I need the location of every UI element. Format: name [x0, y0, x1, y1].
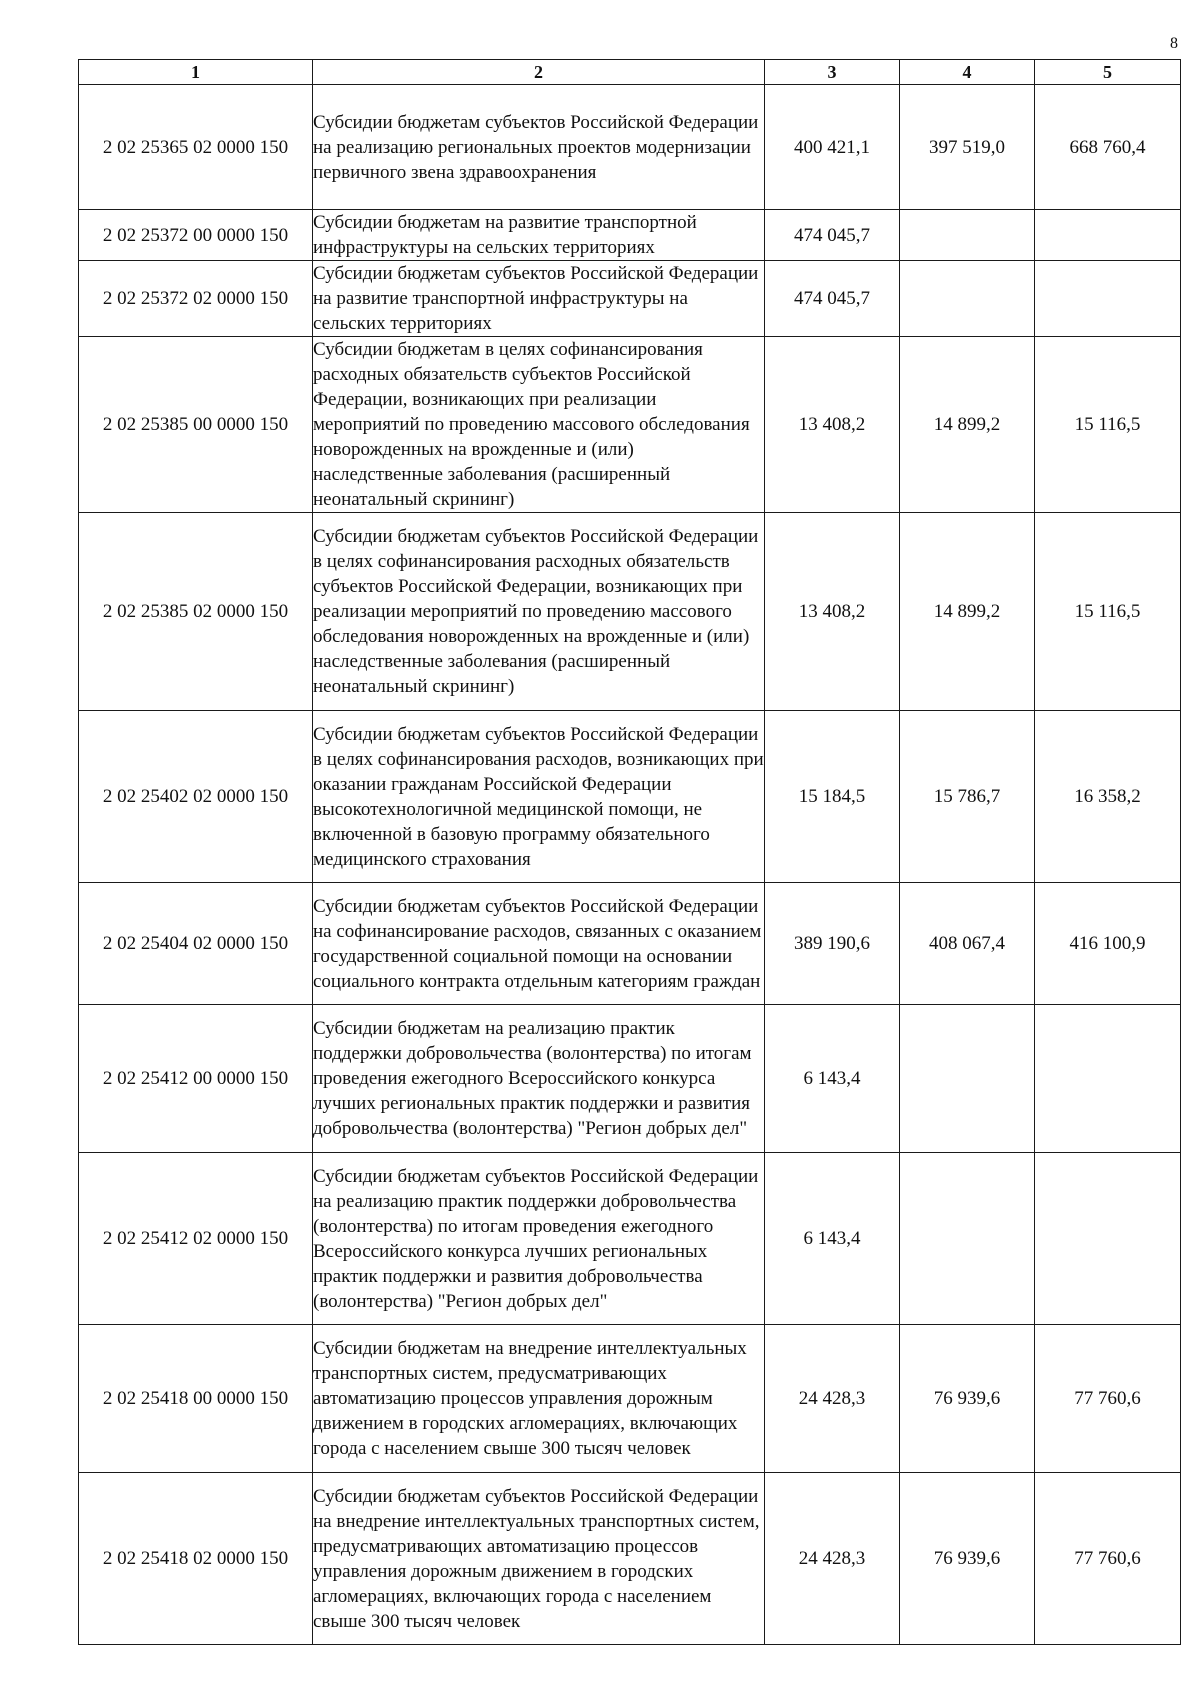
row-description: Субсидии бюджетам на реализацию практик поддержки добровольчества (волонтерства) по итогам проведения ежегодного Всероссийского конкурса лучших региональных практик поддержки и развития добровольчества (волонтерства) "Регион добрых дел" [313, 1005, 765, 1153]
value-col3: 400 421,1 [765, 85, 900, 210]
value-col4: 408 067,4 [900, 883, 1035, 1005]
value-col5 [1035, 1153, 1181, 1325]
header-row [79, 60, 1181, 85]
table-row [79, 85, 1181, 210]
page-number: 8 [1170, 35, 1178, 52]
value-col3: 6 143,4 [765, 1153, 900, 1325]
budget-code: 2 02 25418 00 0000 150 [79, 1325, 313, 1473]
value-col4: 15 786,7 [900, 711, 1035, 883]
budget-code: 2 02 25385 02 0000 150 [79, 513, 313, 711]
value-col3: 474 045,7 [765, 261, 900, 337]
row-description: Субсидии бюджетам на развитие транспортной инфраструктуры на сельских территориях [313, 210, 765, 261]
budget-code: 2 02 25372 00 0000 150 [79, 210, 313, 261]
row-description: Субсидии бюджетам субъектов Российской Федерации на внедрение интеллектуальных транспортных систем, предусматривающих автоматизацию процессов управления дорожным движением в городских агломерациях, включающих города с населением свыше 300 тысяч человек [313, 1473, 765, 1645]
value-col4: 397 519,0 [900, 85, 1035, 210]
value-col5: 668 760,4 [1035, 85, 1181, 210]
value-col3: 13 408,2 [765, 337, 900, 513]
value-col5 [1035, 261, 1181, 337]
value-col5: 15 116,5 [1035, 513, 1181, 711]
value-col3: 389 190,6 [765, 883, 900, 1005]
value-col3: 6 143,4 [765, 1005, 900, 1153]
budget-code: 2 02 25385 00 0000 150 [79, 337, 313, 513]
value-col4: 76 939,6 [900, 1473, 1035, 1645]
value-col5: 77 760,6 [1035, 1325, 1181, 1473]
value-col5: 77 760,6 [1035, 1473, 1181, 1645]
value-col5: 15 116,5 [1035, 337, 1181, 513]
value-col4: 14 899,2 [900, 513, 1035, 711]
value-col3: 474 045,7 [765, 210, 900, 261]
table-row [79, 337, 1181, 513]
value-col3: 24 428,3 [765, 1325, 900, 1473]
table-row [79, 711, 1181, 883]
value-col4 [900, 1153, 1035, 1325]
value-col3: 13 408,2 [765, 513, 900, 711]
column-header-4: 4 [900, 60, 1035, 85]
table-row [79, 261, 1181, 337]
budget-code: 2 02 25372 02 0000 150 [79, 261, 313, 337]
value-col4: 14 899,2 [900, 337, 1035, 513]
row-description: Субсидии бюджетам субъектов Российской Федерации на реализацию региональных проектов модернизации первичного звена здравоохранения [313, 85, 765, 210]
table-row [79, 1153, 1181, 1325]
budget-code: 2 02 25412 00 0000 150 [79, 1005, 313, 1153]
row-description: Субсидии бюджетам на внедрение интеллектуальных транспортных систем, предусматривающих автоматизацию процессов управления дорожным движением в городских агломерациях, включающих города с населением свыше 300 тысяч человек [313, 1325, 765, 1473]
table-row [79, 1473, 1181, 1645]
budget-code: 2 02 25412 02 0000 150 [79, 1153, 313, 1325]
table-row [79, 513, 1181, 711]
table-row [79, 1325, 1181, 1473]
row-description: Субсидии бюджетам в целях софинансирования расходных обязательств субъектов Российской Федерации, возникающих при реализации мероприятий по проведению массового обследования новорожденных на врожденные и (или) наследственные заболевания (расширенный неонатальный скрининг) [313, 337, 765, 513]
column-header-3: 3 [765, 60, 900, 85]
table-row [79, 883, 1181, 1005]
value-col4: 76 939,6 [900, 1325, 1035, 1473]
row-description: Субсидии бюджетам субъектов Российской Федерации в целях софинансирования расходов, возникающих при оказании гражданам Российской Федерации высокотехнологичной медицинской помощи, не включенной в базовую программу обязательного медицинского страхования [313, 711, 765, 883]
value-col3: 15 184,5 [765, 711, 900, 883]
value-col4 [900, 261, 1035, 337]
row-description: Субсидии бюджетам субъектов Российской Федерации на реализацию практик поддержки добровольчества (волонтерства) по итогам проведения ежегодного Всероссийского конкурса лучших региональных практик поддержки и развития добровольчества (волонтерства) "Регион добрых дел" [313, 1153, 765, 1325]
budget-code: 2 02 25365 02 0000 150 [79, 85, 313, 210]
row-description: Субсидии бюджетам субъектов Российской Федерации в целях софинансирования расходных обязательств субъектов Российской Федерации, возникающих при реализации мероприятий по проведению массового обследования новорожденных на врожденные и (или) наследственные заболевания (расширенный неонатальный скрининг) [313, 513, 765, 711]
table-row [79, 210, 1181, 261]
column-header-1: 1 [79, 60, 313, 85]
value-col5: 416 100,9 [1035, 883, 1181, 1005]
budget-code: 2 02 25402 02 0000 150 [79, 711, 313, 883]
table-row [79, 1005, 1181, 1153]
value-col5: 16 358,2 [1035, 711, 1181, 883]
value-col5 [1035, 210, 1181, 261]
column-header-2: 2 [313, 60, 765, 85]
budget-code: 2 02 25404 02 0000 150 [79, 883, 313, 1005]
column-header-5: 5 [1035, 60, 1181, 85]
row-description: Субсидии бюджетам субъектов Российской Федерации на софинансирование расходов, связанных с оказанием государственной социальной помощи на основании социального контракта отдельным категориям граждан [313, 883, 765, 1005]
value-col5 [1035, 1005, 1181, 1153]
budget-code: 2 02 25418 02 0000 150 [79, 1473, 313, 1645]
value-col3: 24 428,3 [765, 1473, 900, 1645]
value-col4 [900, 1005, 1035, 1153]
row-description: Субсидии бюджетам субъектов Российской Федерации на развитие транспортной инфраструктуры на сельских территориях [313, 261, 765, 337]
value-col4 [900, 210, 1035, 261]
budget-table [78, 59, 1181, 1645]
